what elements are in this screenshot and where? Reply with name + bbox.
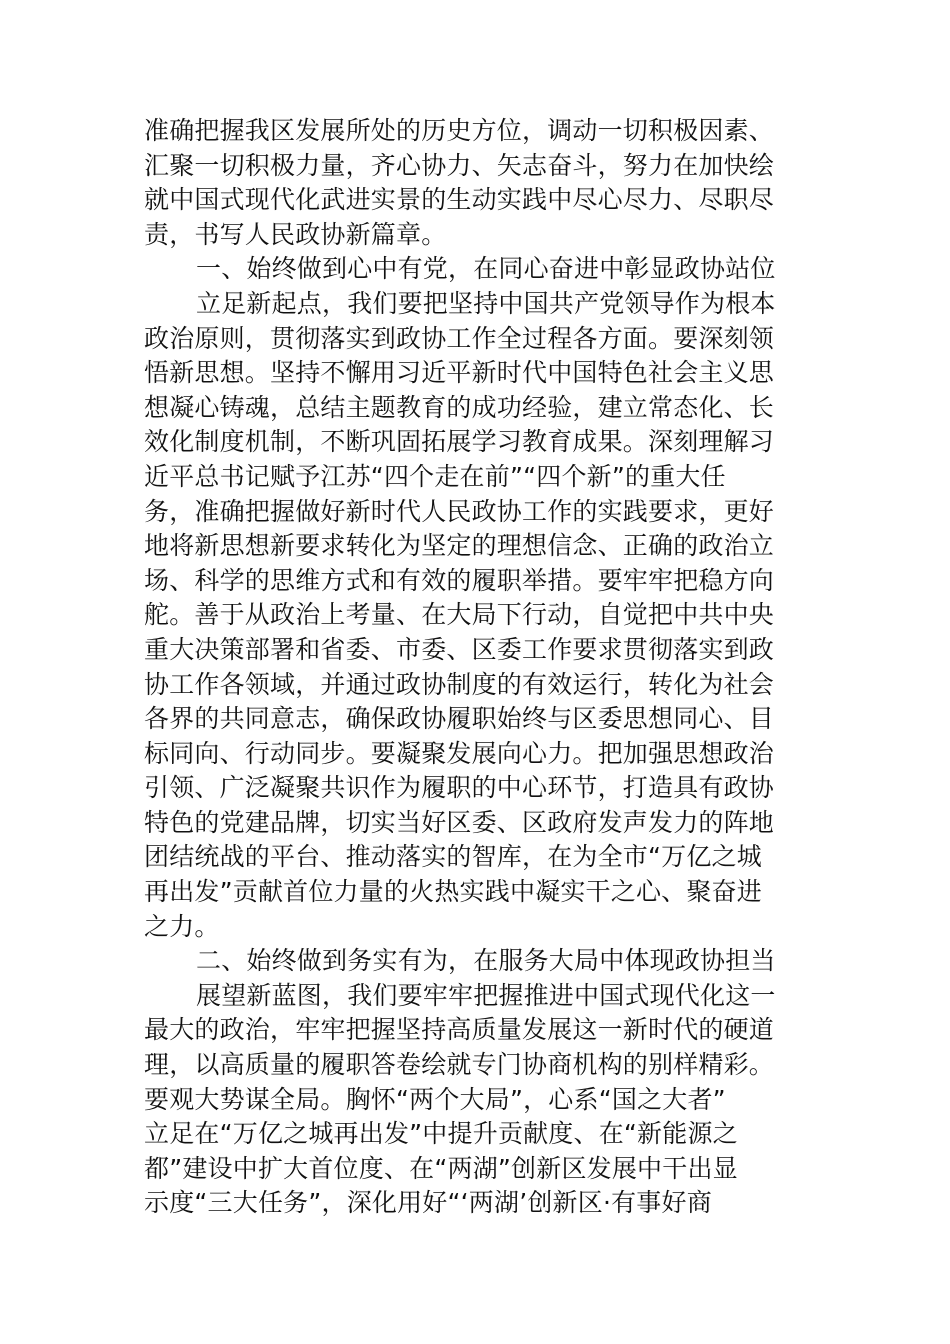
text-line: 悟新思想。坚持不懈用习近平新时代中国特色社会主义思: [144, 358, 775, 388]
text-line: 示度“三大任务”，深化用好“‘两湖’创新区·有事好商: [144, 1188, 712, 1218]
text-line: 舵。善于从政治上考量、在大局下行动，自觉把中共中央: [144, 600, 775, 630]
text-line: 协工作各领域，并通过政协制度的有效运行，转化为社会: [144, 669, 775, 699]
text-line: 最大的政治，牢牢把握坚持高质量发展这一新时代的硬道: [144, 1015, 775, 1045]
text-line: 汇聚一切积极力量，齐心协力、矢志奋斗，努力在加快绘: [144, 150, 775, 180]
text-line: 特色的党建品牌，切实当好区委、区政府发声发力的阵地: [144, 807, 775, 837]
text-line: 团结统战的平台、推动落实的智库，在为全市“万亿之城: [144, 842, 762, 872]
text-line: 各界的共同意志，确保政协履职始终与区委思想同心、目: [144, 704, 775, 734]
text-line: 政治原则，贯彻落实到政协工作全过程各方面。要深刻领: [144, 323, 775, 353]
text-line: 场、科学的思维方式和有效的履职举措。要牢牢把稳方向: [144, 565, 775, 595]
paragraph-start-line: 立足新起点，我们要把坚持中国共产党领导作为根本: [196, 288, 776, 318]
text-line: 理，以高质量的履职答卷绘就专门协商机构的别样精彩。: [144, 1050, 775, 1080]
text-line: 都”建设中扩大首位度、在“两湖”创新区发展中干出显: [144, 1153, 738, 1183]
paragraph-start-line: 展望新蓝图，我们要牢牢把握推进中国式现代化这一: [196, 980, 776, 1010]
text-line: 之力。: [144, 911, 220, 941]
text-line: 准确把握我区发展所处的历史方位，调动一切积极因素、: [144, 116, 775, 145]
text-line: 地将新思想新要求转化为坚定的理想信念、正确的政治立: [144, 531, 775, 561]
paragraph-start-line: 二、始终做到务实有为，在服务大局中体现政协担当: [196, 946, 776, 976]
text-line: 标同向、行动同步。要凝聚发展向心力。把加强思想政治: [144, 738, 775, 768]
text-line: 引领、广泛凝聚共识作为履职的中心环节，打造具有政协: [144, 773, 775, 803]
text-line: 要观大势谋全局。胸怀“两个大局”，心系“国之大者”: [144, 1084, 726, 1114]
text-line: 想凝心铸魂，总结主题教育的成功经验，建立常态化、长: [144, 392, 775, 422]
text-line: 责，书写人民政协新篇章。: [144, 219, 447, 249]
text-line: 务，准确把握做好新时代人民政协工作的实践要求，更好: [144, 496, 775, 526]
text-line: 立足在“万亿之城再出发”中提升贡献度、在“新能源之: [144, 1119, 738, 1149]
paragraph-start-line: 一、始终做到心中有党，在同心奋进中彰显政协站位: [196, 254, 776, 284]
body-text: [144, 114, 808, 1221]
text-line: 重大决策部署和省委、市委、区委工作要求贯彻落实到政: [144, 634, 775, 664]
text-line: 就中国式现代化武进实景的生动实践中尽心尽力、尽职尽: [144, 185, 775, 215]
text-line: 近平总书记赋予江苏“四个走在前”“四个新”的重大任: [144, 461, 726, 491]
text-line: 再出发”贡献首位力量的火热实践中凝实干之心、聚奋进: [144, 877, 762, 907]
text-line: 效化制度机制，不断巩固拓展学习教育成果。深刻理解习: [144, 427, 775, 457]
